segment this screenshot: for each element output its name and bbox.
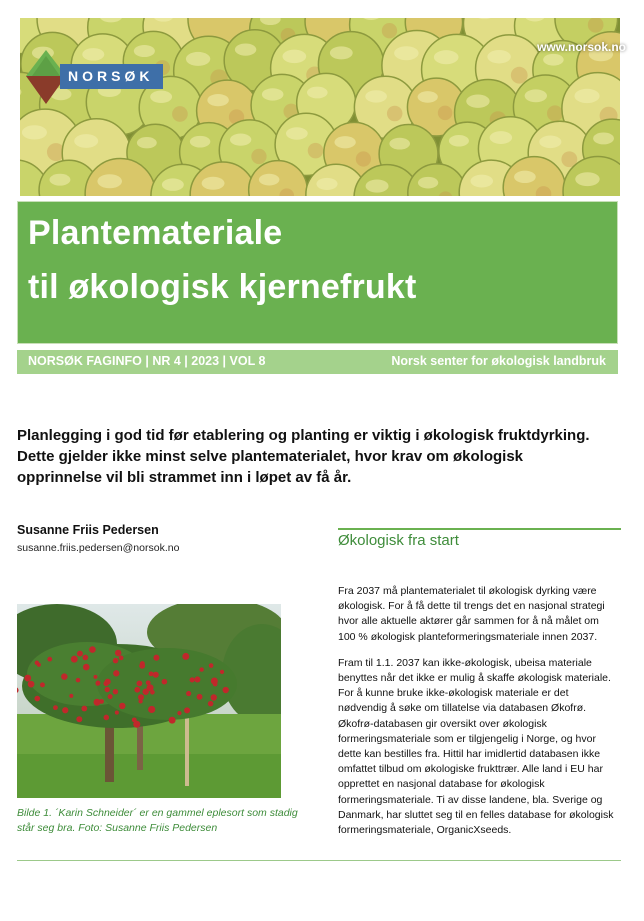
info-bar <box>17 350 618 374</box>
section-heading: Økologisk fra start <box>338 532 459 549</box>
apple-tree-illustration <box>17 604 281 798</box>
page-title-line-1: Plantemateriale <box>28 214 283 252</box>
norsok-logo <box>26 50 166 104</box>
author-email[interactable]: susanne.friis.pedersen@norsok.no <box>17 542 180 554</box>
website-link[interactable]: www.norsok.no <box>537 40 626 54</box>
body-paragraph-2: Fram til 1.1. 2037 kan ikke-økologisk, ubeisa materiale benyttes når det ikke er mulig å skaffe økologisk materiale. For å kunne bruke ikke-økologisk materiale er det nødvendig å søke om tillatelse via databasen Økofrø. Økofrø-databasen gir oversikt over økologisk formeringsmateriale som er tilgjengelig i Norge, og hvor dette kan bestilles fra. Hittil har imidlertid databasen ikke omfattet tilbud om økologiske frukttrær. Alle land i EU har opprettet en nasjonal database for økologisk formeringsmateriale. Ti av disse landene, bla. Sverige og Danmark, har sluttet seg til en felles database for økologisk formeringsmateriale, OrganicXseeds. <box>338 656 614 837</box>
author-name: Susanne Friis Pedersen <box>17 523 159 537</box>
footer-divider <box>17 860 621 861</box>
lead-paragraph: Planlegging i god tid før etablering og planting er viktig i økologisk fruktdyrking. Dette gjelder ikke minst selve plantematerialet, hvor krav om økologisk opprinnelse vil bli strammet inn i løpet av få år. <box>17 427 590 486</box>
body-paragraph-1: Fra 2037 må plantematerialet til økologisk dyrking være økologisk. For å få dette til trengs det en nasjonal strategi hvor alle aktuelle aktører går sammen for å nå målet om 100 % økologisk planteformeringsmateriale innen 2037. <box>338 585 605 643</box>
apple-tree-photo <box>17 604 281 798</box>
title-band <box>17 201 618 344</box>
apple-pile-illustration <box>20 18 620 196</box>
organization-name: Norsk senter for økologisk landbruk <box>391 354 606 368</box>
logo-text: NORSØK <box>60 64 163 89</box>
header-apple-photo <box>20 18 620 196</box>
photo-caption: Bilde 1. ´Karin Schneider´ er en gammel eplesort som stadig står seg bra. Foto: Susanne Friis Pedersen <box>17 807 298 834</box>
section-divider <box>338 528 621 530</box>
section-body <box>338 584 614 849</box>
page-title-line-2: til økologisk kjernefrukt <box>28 268 417 306</box>
series-info: NORSØK FAGINFO | NR 4 | 2023 | VOL 8 <box>28 354 266 368</box>
